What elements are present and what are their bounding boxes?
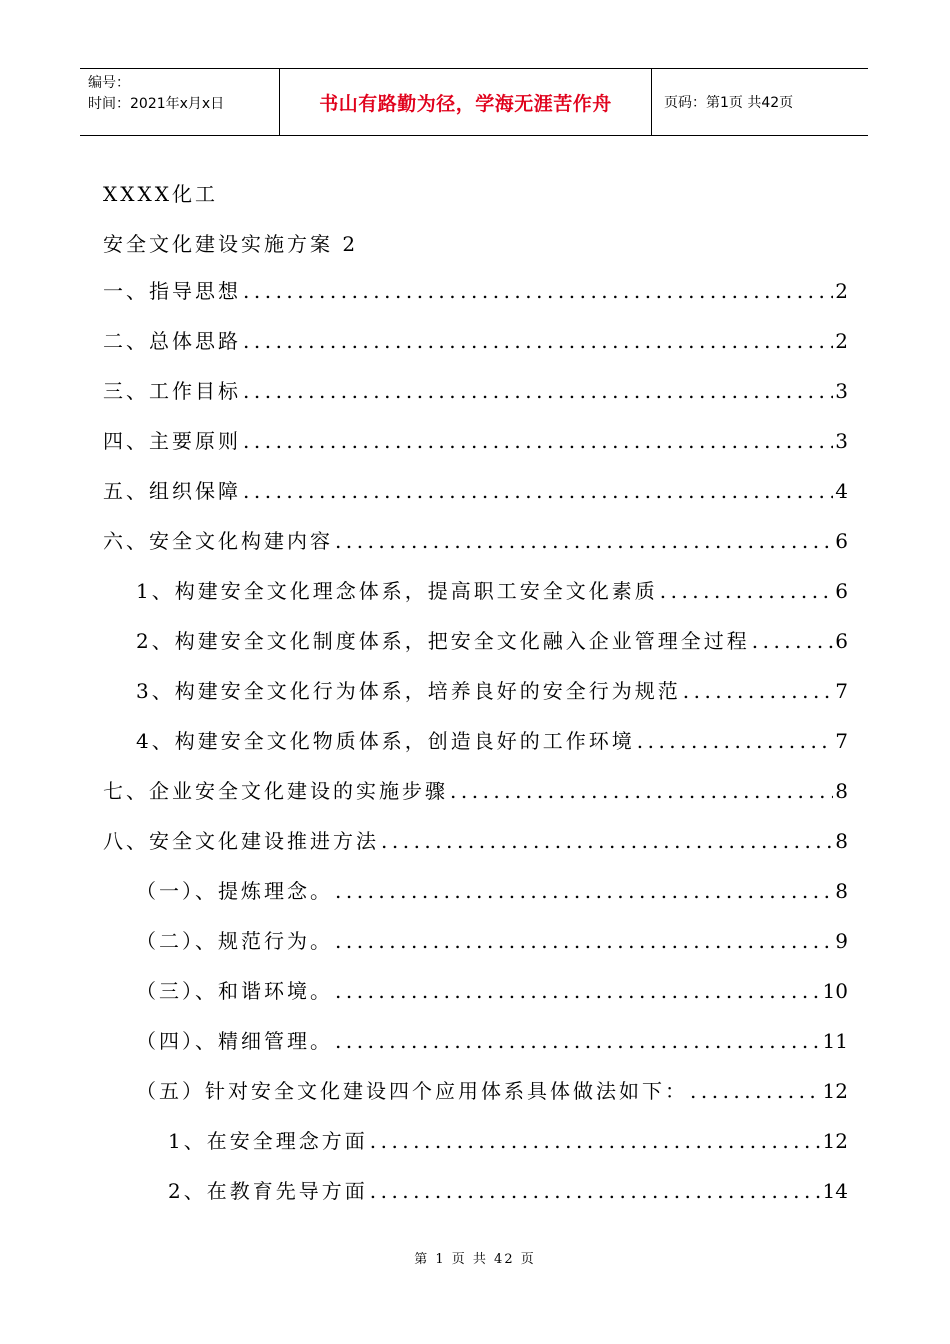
toc-entry[interactable]: [103, 525, 848, 555]
toc-entry-label: 五、组织保障: [103, 479, 241, 503]
toc-entry-page: 12: [822, 1129, 848, 1153]
toc-dot-leader: [335, 529, 833, 553]
time-label: 时间：2021年x月x日: [88, 96, 225, 112]
toc-entry-label: 八、安全文化建设推进方法: [103, 829, 379, 853]
toc-entry[interactable]: [136, 1075, 848, 1105]
toc-entry-page: 2: [835, 279, 848, 303]
toc-entry-label: 1、构建安全文化理念体系，提高职工安全文化素质: [136, 579, 658, 603]
toc-entry[interactable]: [103, 275, 848, 305]
header-page-info: 页码：第1页 共42页: [664, 95, 794, 111]
toc-entry[interactable]: [136, 625, 848, 655]
toc-dot-leader: [335, 979, 821, 1003]
toc-entry-page: 2: [835, 329, 848, 353]
toc-entry[interactable]: [168, 1125, 848, 1155]
toc-dot-leader: [243, 329, 833, 353]
toc-entry-label: 一、指导思想: [103, 279, 241, 303]
toc-entry-label: 4、构建安全文化物质体系，创造良好的工作环境: [136, 729, 635, 753]
toc-entry-page: 3: [835, 379, 848, 403]
toc-entry-label: 二、总体思路: [103, 329, 241, 353]
toc-entry-page: 8: [835, 779, 848, 803]
toc-entry-label: （四）、精细管理。: [136, 1029, 333, 1053]
toc-dot-leader: [335, 879, 833, 903]
toc-entry[interactable]: [103, 825, 848, 855]
toc-dot-leader: [752, 629, 834, 653]
toc-dot-leader: [690, 1079, 821, 1103]
toc-entry-page: 7: [835, 679, 848, 703]
toc-entry-label: （五）针对安全文化建设四个应用体系具体做法如下：: [136, 1079, 688, 1103]
toc-entry-label: （三）、和谐环境。: [136, 979, 333, 1003]
toc-entry-label: （二）、规范行为。: [136, 929, 333, 953]
page-header: [80, 68, 868, 136]
toc-entry-page: 4: [835, 479, 848, 503]
toc-entry[interactable]: [136, 1025, 848, 1055]
toc-entry[interactable]: [136, 725, 848, 755]
toc-entry-label: 七、企业安全文化建设的实施步骤: [103, 779, 448, 803]
toc-entry-page: 6: [835, 629, 848, 653]
toc-entry-page: 8: [835, 829, 848, 853]
toc-dot-leader: [243, 379, 833, 403]
toc-entry-page: 14: [822, 1179, 848, 1203]
toc-entry[interactable]: [168, 1175, 848, 1205]
toc-entry-label: 六、安全文化构建内容: [103, 529, 333, 553]
toc-dot-leader: [243, 429, 833, 453]
toc-entry[interactable]: [103, 475, 848, 505]
toc-entry[interactable]: [136, 875, 848, 905]
toc-entry-page: 6: [835, 529, 848, 553]
toc-entry[interactable]: [103, 425, 848, 455]
toc-entry[interactable]: [103, 775, 848, 805]
toc-dot-leader: [370, 1179, 821, 1203]
toc-entry-page: 8: [835, 879, 848, 903]
toc-entry[interactable]: [136, 575, 848, 605]
toc-dot-leader: [370, 1129, 821, 1153]
toc-entry-label: 三、工作目标: [103, 379, 241, 403]
toc-dot-leader: [683, 679, 834, 703]
toc-entry-label: （一）、提炼理念。: [136, 879, 333, 903]
toc-entry[interactable]: [103, 325, 848, 355]
document-subtitle: 安全文化建设实施方案 2: [103, 232, 359, 256]
toc-entry-page: 3: [835, 429, 848, 453]
toc-entry-page: 7: [835, 729, 848, 753]
page-footer: 第 1 页 共 42 页: [414, 1252, 536, 1267]
company-title: XXXX化工: [103, 182, 218, 206]
toc-entry-label: 2、构建安全文化制度体系，把安全文化融入企业管理全过程: [136, 629, 750, 653]
toc-dot-leader: [660, 579, 834, 603]
toc-dot-leader: [335, 929, 833, 953]
toc-entry-page: 9: [835, 929, 848, 953]
toc-entry-label: 1、在安全理念方面: [168, 1129, 368, 1153]
toc-dot-leader: [637, 729, 834, 753]
header-motto: 书山有路勤为径，学海无涯苦作舟: [280, 69, 652, 135]
header-meta: [80, 69, 280, 135]
toc-entry-page: 6: [835, 579, 848, 603]
toc-entry-page: 11: [822, 1029, 848, 1053]
toc-dot-leader: [381, 829, 833, 853]
number-label: 编号：: [88, 75, 130, 91]
toc-entry-label: 3、构建安全文化行为体系，培养良好的安全行为规范: [136, 679, 681, 703]
toc-entry[interactable]: [136, 925, 848, 955]
toc-entry[interactable]: [136, 675, 848, 705]
toc-dot-leader: [243, 479, 833, 503]
toc-entry-label: 2、在教育先导方面: [168, 1179, 368, 1203]
toc-dot-leader: [335, 1029, 821, 1053]
toc-entry-label: 四、主要原则: [103, 429, 241, 453]
toc-entry[interactable]: [103, 375, 848, 405]
toc-dot-leader: [450, 779, 833, 803]
toc-entry-page: 12: [822, 1079, 848, 1103]
toc-entry-page: 10: [822, 979, 848, 1003]
toc-entry[interactable]: [136, 975, 848, 1005]
toc-dot-leader: [243, 279, 833, 303]
